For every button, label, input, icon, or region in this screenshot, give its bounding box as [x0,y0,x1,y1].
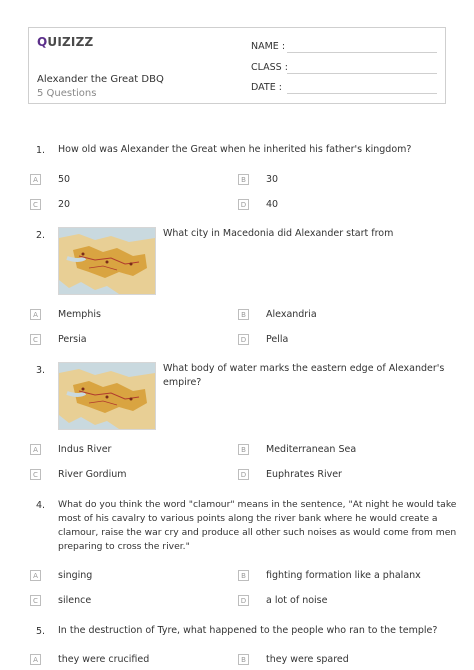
question-3-line-1: What body of water marks the eastern edge of Alexander's [163,363,445,374]
name-label: NAME : [251,41,286,52]
question-3-line-2: empire? [163,377,202,388]
question-count: 5 Questions [37,88,97,99]
q5-option-a-text: they were crucified [58,654,150,665]
question-4-number: 4. [36,500,46,511]
q5-option-a-box[interactable]: A [30,654,41,665]
q1-option-b-text: 30 [266,174,279,185]
q1-option-a-text: 50 [58,174,71,185]
q1-option-b-box[interactable]: B [238,174,249,185]
q2-option-d-box[interactable]: D [238,334,249,345]
q2-option-a-text: Memphis [58,309,101,320]
class-line[interactable] [287,73,437,74]
question-2-number: 2. [36,230,46,241]
question-4-line-1: What do you think the word "clamour" means in the sentence, "At night he would take [58,499,457,510]
q1-option-d-box[interactable]: D [238,199,249,210]
worksheet-header [28,27,446,104]
q4-option-d-text: a lot of noise [266,595,328,606]
q4-option-a-box[interactable]: A [30,570,41,581]
q3-option-d-text: Euphrates River [266,469,342,480]
q2-option-c-text: Persia [58,334,87,345]
q1-option-c-box[interactable]: C [30,199,41,210]
q3-option-b-text: Mediterranean Sea [266,444,357,455]
q2-option-b-text: Alexandria [266,309,317,320]
q3-option-a-text: Indus River [58,444,112,455]
date-line[interactable] [287,93,437,94]
question-2-text: What city in Macedonia did Alexander start from [163,228,394,239]
question-5-number: 5. [36,626,46,637]
q5-option-b-box[interactable]: B [238,654,249,665]
question-4-text [58,498,456,554]
q4-option-c-box[interactable]: C [30,595,41,606]
date-field[interactable] [251,82,282,93]
quizizz-logo: QUIZIZZ [37,35,94,49]
worksheet-title: Alexander the Great DBQ [37,74,164,85]
q1-option-c-text: 20 [58,199,71,210]
class-label: CLASS : [251,62,288,73]
question-1-number: 1. [36,145,46,156]
q3-option-d-box[interactable]: D [238,469,249,480]
q4-option-d-box[interactable]: D [238,595,249,606]
question-4-line-3: clamour, raise the war cry and produce all other such noises as would come from men [58,527,457,538]
q2-option-a-box[interactable]: A [30,309,41,320]
q3-option-a-box[interactable]: A [30,444,41,455]
question-4-line-4: preparing to cross the river." [58,541,190,552]
name-field[interactable] [251,41,285,52]
name-line[interactable] [287,52,437,53]
date-label: DATE : [251,82,282,93]
q3-option-c-box[interactable]: C [30,469,41,480]
question-5-text: In the destruction of Tyre, what happened to the people who ran to the temple? [58,625,438,636]
question-3-number: 3. [36,365,46,376]
class-field[interactable] [251,62,288,73]
question-1-text: How old was Alexander the Great when he inherited his father's kingdom? [58,144,412,155]
q3-option-b-box[interactable]: B [238,444,249,455]
q2-option-b-box[interactable]: B [238,309,249,320]
map-of-alexanders-empire-image [58,362,156,430]
q4-option-a-text: singing [58,570,93,581]
q2-option-d-text: Pella [266,334,289,345]
question-3-text [163,362,444,390]
q1-option-a-box[interactable]: A [30,174,41,185]
map-of-alexanders-empire-image [58,227,156,295]
q1-option-d-text: 40 [266,199,279,210]
question-4-line-2: most of his cavalry to various points along the river bank where he would create a [58,513,438,524]
q5-option-b-text: they were spared [266,654,349,665]
q4-option-b-text: fighting formation like a phalanx [266,570,421,581]
q3-option-c-text: River Gordium [58,469,127,480]
q4-option-b-box[interactable]: B [238,570,249,581]
q2-option-c-box[interactable]: C [30,334,41,345]
q4-option-c-text: silence [58,595,92,606]
